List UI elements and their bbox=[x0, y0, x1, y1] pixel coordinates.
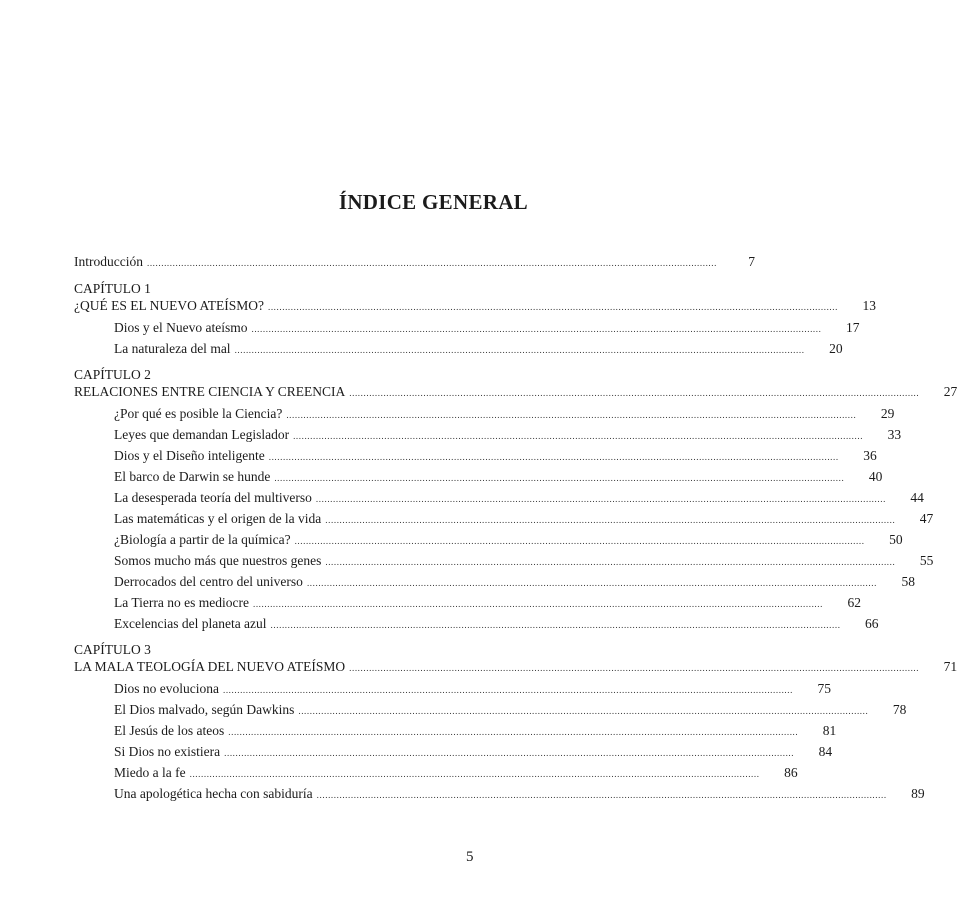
toc-page-number: 86 bbox=[784, 765, 798, 780]
dot-leader: ........................................................................................................................................................................................................ bbox=[293, 431, 864, 441]
toc-entry[interactable] bbox=[114, 593, 861, 613]
toc-entry-title: La Tierra no es mediocre bbox=[114, 595, 249, 610]
toc-entry[interactable] bbox=[114, 614, 879, 634]
toc-entry[interactable] bbox=[114, 530, 903, 550]
dot-leader: ........................................................................................................................................................................................................ bbox=[224, 748, 795, 758]
toc-page-number: 58 bbox=[901, 574, 915, 589]
page-title: ÍNDICE GENERAL bbox=[338, 190, 528, 214]
toc-entry-title: El Dios malvado, según Dawkins bbox=[114, 702, 295, 717]
toc-page-number: 66 bbox=[865, 616, 879, 631]
toc-entry-title: El Jesús de los ateos bbox=[114, 723, 225, 738]
dot-leader: ........................................................................................................................................................................................................ bbox=[146, 258, 717, 268]
toc-entry[interactable] bbox=[114, 339, 843, 359]
toc-page-number: 47 bbox=[919, 511, 934, 526]
toc-entry[interactable] bbox=[114, 509, 934, 529]
toc-entry[interactable] bbox=[114, 784, 925, 804]
dot-leader: ........................................................................................................................................................................................................ bbox=[274, 473, 845, 483]
dot-leader: ........................................................................................................................................................................................................ bbox=[325, 557, 896, 567]
toc-page-number: 81 bbox=[822, 723, 837, 738]
toc-entry-title: Dios no evoluciona bbox=[114, 681, 219, 696]
dot-leader: ........................................................................................................................................................................................................ bbox=[349, 663, 920, 673]
toc-page-number: 75 bbox=[817, 681, 831, 696]
toc-entry-title: Dios y el Nuevo ateísmo bbox=[114, 320, 248, 335]
toc-entry-title: Las matemáticas y el origen de la vida bbox=[114, 511, 322, 526]
toc-entry-title: RELACIONES ENTRE CIENCIA Y CREENCIA bbox=[74, 384, 346, 399]
toc-entry[interactable] bbox=[114, 425, 902, 445]
toc-entry-title: Dios y el Diseño inteligente bbox=[114, 448, 265, 463]
dot-leader: ........................................................................................................................................................................................................ bbox=[251, 324, 822, 334]
toc-entry-title: Una apologética hecha con sabiduría bbox=[114, 786, 313, 801]
toc-page-number: 17 bbox=[845, 320, 860, 335]
toc-page-number: 29 bbox=[880, 406, 895, 421]
dot-leader: ........................................................................................................................................................................................................ bbox=[294, 536, 865, 546]
dot-leader: ........................................................................................................................................................................................................ bbox=[228, 727, 799, 737]
toc-entry[interactable] bbox=[114, 467, 883, 487]
chapter-label: CAPÍTULO 2 bbox=[74, 367, 151, 382]
chapter-label: CAPÍTULO 3 bbox=[74, 642, 151, 657]
toc-page-number: 20 bbox=[829, 341, 843, 356]
toc-page-number: 27 bbox=[943, 384, 957, 399]
toc-entry[interactable] bbox=[114, 318, 860, 338]
toc-entry[interactable] bbox=[114, 742, 833, 762]
dot-leader: ........................................................................................................................................................................................................ bbox=[316, 790, 887, 800]
chapter-heading[interactable] bbox=[74, 296, 876, 316]
toc-entry-title: Somos mucho más que nuestros genes bbox=[114, 553, 322, 568]
toc-page-number: 33 bbox=[887, 427, 902, 442]
toc-page-number: 50 bbox=[889, 532, 903, 547]
chapter-heading[interactable] bbox=[74, 657, 957, 677]
toc-entry-title: Leyes que demandan Legislador bbox=[114, 427, 290, 442]
dot-leader: ........................................................................................................................................................................................................ bbox=[298, 706, 869, 716]
toc-entry-title: El barco de Darwin se hunde bbox=[114, 469, 271, 484]
dot-leader: ........................................................................................................................................................................................................ bbox=[234, 345, 805, 355]
toc-entry-title: Si Dios no existiera bbox=[114, 744, 221, 759]
toc-page-number: 84 bbox=[818, 744, 833, 759]
dot-leader: ........................................................................................................................................................................................................ bbox=[306, 578, 877, 588]
toc-entry[interactable] bbox=[114, 700, 907, 720]
toc-entry-title: Introducción bbox=[74, 254, 143, 269]
toc-entry[interactable] bbox=[114, 446, 877, 466]
dot-leader: ........................................................................................................................................................................................................ bbox=[325, 515, 896, 525]
toc-entry-title: La desesperada teoría del multiverso bbox=[114, 490, 312, 505]
chapter-heading[interactable] bbox=[74, 382, 957, 402]
toc-page-number: 36 bbox=[863, 448, 877, 463]
toc-page-number: 62 bbox=[847, 595, 861, 610]
dot-leader: ........................................................................................................................................................................................................ bbox=[222, 685, 793, 695]
toc-page-number: 89 bbox=[911, 786, 925, 801]
dot-leader: ........................................................................................................................................................................................................ bbox=[267, 302, 838, 312]
toc-entry[interactable] bbox=[114, 572, 915, 592]
toc-entry-title: ¿Biología a partir de la química? bbox=[114, 532, 291, 547]
toc-entry-title: Miedo a la fe bbox=[114, 765, 186, 780]
toc-entry-title: ¿Por qué es posible la Ciencia? bbox=[114, 406, 283, 421]
toc-page-number: 78 bbox=[892, 702, 907, 717]
dot-leader: ........................................................................................................................................................................................................ bbox=[268, 452, 839, 462]
toc-entry-title: Excelencias del planeta azul bbox=[114, 616, 267, 631]
chapter-label: CAPÍTULO 1 bbox=[74, 281, 151, 296]
dot-leader: ........................................................................................................................................................................................................ bbox=[252, 599, 823, 609]
toc-page-number: 40 bbox=[868, 469, 883, 484]
toc-entry[interactable] bbox=[114, 679, 831, 699]
toc-page-number: 7 bbox=[748, 254, 755, 269]
toc-entry-title: LA MALA TEOLOGÍA DEL NUEVO ATEÍSMO bbox=[74, 659, 346, 674]
toc-entry[interactable] bbox=[114, 763, 798, 783]
toc-entry-introduction[interactable] bbox=[74, 252, 755, 272]
toc-entry-title: La naturaleza del mal bbox=[114, 341, 231, 356]
dot-leader: ........................................................................................................................................................................................................ bbox=[349, 388, 920, 398]
dot-leader: ........................................................................................................................................................................................................ bbox=[270, 620, 841, 630]
toc-entry[interactable] bbox=[114, 551, 934, 571]
dot-leader: ........................................................................................................................................................................................................ bbox=[286, 410, 857, 420]
dot-leader: ........................................................................................................................................................................................................ bbox=[315, 494, 886, 504]
toc-entry-title: ¿QUÉ ES EL NUEVO ATEÍSMO? bbox=[74, 298, 264, 313]
toc-page-number: 13 bbox=[862, 298, 876, 313]
dot-leader: ........................................................................................................................................................................................................ bbox=[189, 769, 760, 779]
toc-entry[interactable] bbox=[114, 488, 924, 508]
toc-page-number: 44 bbox=[910, 490, 924, 505]
toc-entry[interactable] bbox=[114, 404, 895, 424]
toc-entry[interactable] bbox=[114, 721, 837, 741]
toc-page-number: 55 bbox=[919, 553, 934, 568]
page-number: 5 bbox=[466, 849, 474, 865]
toc-page-number: 71 bbox=[943, 659, 957, 674]
toc-entry-title: Derrocados del centro del universo bbox=[114, 574, 303, 589]
